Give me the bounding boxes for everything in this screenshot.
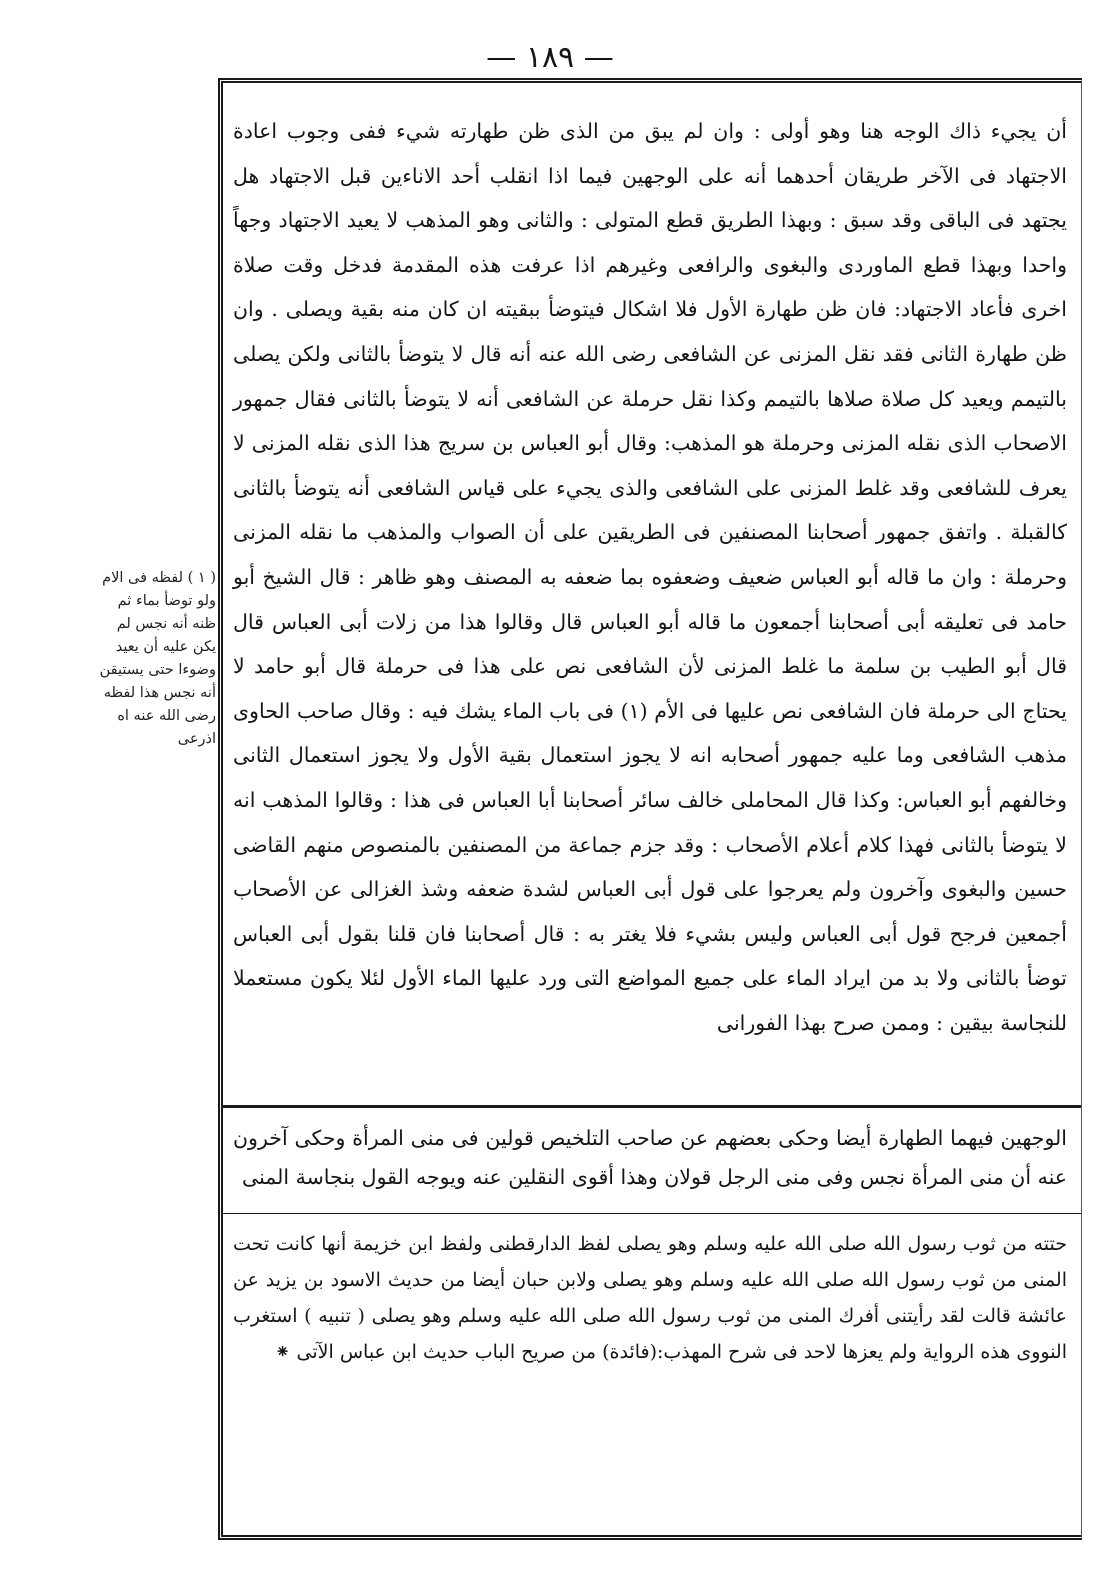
- footnote-divider: [223, 1213, 1081, 1214]
- main-paragraph: أن يجيء ذاك الوجه هنا وهو أولى : وان لم يبق من الذى ظن طهارته شيء ففى وجوب اعادة الاجتهاد فى الآخر طريقان أحدهما أنه على الوجهين فيما اذا انقلب أحد الاناءين قبل الاجتهاد هل يجتهد فى الباقى وقد سبق : وبهذا الطريق قطع المتولى : والثانى وهو المذهب لا يعيد الاجتهاد وجهاً واحدا وبهذا قطع الماوردى والبغوى والرافعى وغيرهم اذا عرفت هذه المقدمة فدخل وقت صلاة اخرى فأعاد الاجتهاد: فان ظن طهارة الأول فلا اشكال فيتوضأ ببقيته ان كان منه بقية ويصلى . وان ظن طهارة الثانى فقد نقل المزنى عن الشافعى رضى الله عنه أنه قال لا يتوضأ بالثانى ولكن يصلى بالتيمم ويعيد كل صلاة صلاها بالتيمم وكذا نقل حرملة عن الشافعى أنه لا يتوضأ بالثانى فقال جمهور الاصحاب الذى نقله المزنى وحرملة هو المذهب: وقال أبو العباس بن سريج هذا الذى نقله المزنى لا يعرف للشافعى وقد غلط المزنى على الشافعى والذى يجيء على قياس الشافعى أنه يتوضأ بالثانى كالقبلة . واتفق جمهور أصحابنا المصنفين فى الطريقين على أن الصواب والمذهب ما نقله المزنى وحرملة : وان ما قاله أبو العباس ضعيف وضعفوه بما ضعفه به المصنف وهو ظاهر : قال الشيخ أبو حامد فى تعليقه أبى أصحابنا أجمعون ما قاله أبو العباس قال وقالوا هذا من زلات أبى العباس قال قال أبو الطيب بن سلمة ما غلط المزنى لأن الشافعى نص على هذا فى حرملة قال أبو حامد لا يحتاج الى حرملة فان الشافعى نص عليها فى الأم (١) فى باب الماء يشك فيه : وقال صاحب الحاوى مذهب الشافعى وما عليه جمهور أصحابه انه لا يجوز استعمال بقية الأول ولا يجوز استعمال الثانى وخالفهم أبو العباس: وكذا قال المحاملى خالف سائر أصحابنا أبا العباس فى هذا : وقالوا المذهب انه لا يتوضأ بالثانى فهذا كلام أعلام الأصحاب : وقد جزم جماعة من المصنفين بالمنصوص منهم القاضى حسين والبغوى وآخرون ولم يعرجوا على قول أبى العباس لشدة ضعفه وشذ الغزالى عن الأصحاب أجمعين فرجح قول أبى العباس وليس بشيء فلا يغتر به : قال أصحابنا فان قلنا بقول أبى العباس توضأ بالثانى ولا بد من ايراد الماء على جميع المواضع التى ورد عليها الماء الأول لئلا يكون مستعملا للنجاسة بيقين : وممن صرح بهذا الفورانى: [233, 119, 1068, 1035]
- margin-note-text: ( ١ ) لفظه فى الام ولو توضأ بماء ثم ظنه أنه نجس لم يكن عليه أن يعيد وضوءا حتى يستيقن أنه نجس هذا لفظه رضى الله عنه اه اذرعى: [99, 570, 216, 747]
- page-number: — ١٨٩ —: [486, 40, 614, 75]
- hadith-note: [233, 1226, 1067, 1370]
- footnote-continued: [233, 1119, 1067, 1196]
- page-frame: [218, 78, 1082, 1540]
- hadith-paragraph: حتته من ثوب رسول الله صلى الله عليه وسلم وهو يصلى لفظ الدارقطنى ولفظ ابن خزيمة أنها كانت تحت المنى من ثوب رسول الله صلى الله عليه وسلم وهو يصلى ولابن حبان أيضا من حديث الاسود بن يزيد عن عائشة قالت لقد رأيتنى أفرك المنى من ثوب رسول الله صلى الله عليه وسلم وهو يصلى ( تنبيه ) استغرب النووى هذه الرواية ولم يعزها لاحد فى شرح المهذب:(فائدة) من صريح الباب حديث ابن عباس الآتى ⁕: [233, 1233, 1067, 1363]
- footnote-paragraph: الوجهين فيهما الطهارة أيضا وحكى بعضهم عن صاحب التلخيص قولين فى منى المرأة وحكى آخرون عنه أن منى المرأة نجس وفى منى الرجل قولان وهذا أقوى النقلين عنه ويوجه القول بنجاسة المنى: [233, 1126, 1067, 1189]
- margin-note: [98, 567, 216, 751]
- section-divider: [223, 1105, 1081, 1108]
- main-text: [233, 109, 1067, 1045]
